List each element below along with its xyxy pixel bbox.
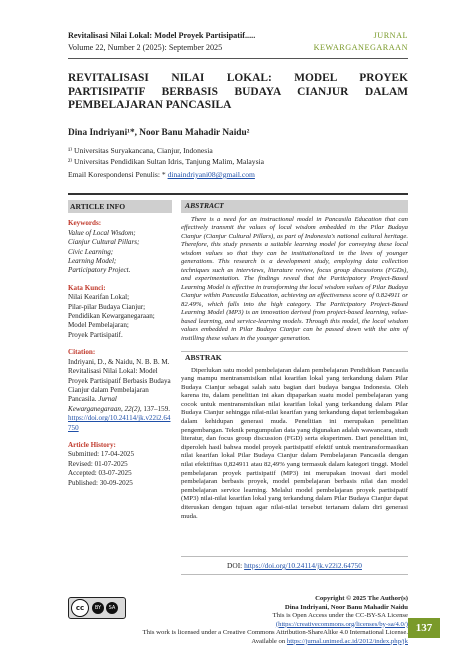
article-info-panel (68, 200, 172, 488)
email-label: Email Korespondensi Penulis: * (68, 170, 168, 179)
abstract-text: There is a need for an instructional model in Pancasila Education that can effectively transmit the values of local wisdom embedded in the Pilar Budaya Cianjur (Cianjur Cultural Pillars), as part of Indonesia's national cultural heritage. Therefore, this study presents a suitable learning model for conveying these local wisdom values so that they can be institutionalized in the lives of younger generations. This research is a development study, employing data collection techniques such as interviews, literature review, focus group discussions (FGDs), and experimentation. The findings reveal that the Participatory Project-Based Learning Model is effective in transforming the local wisdom values of Pilar Budaya Cianjur within Pancasila Education, achieving an effectiveness score of 0.824911 or 82.49%, which falls into the high category. The Participatory Project-Based Learning Model (MP3) is an innovation derived from project-based learning, value-based learning, and service-learning models. Through this model, the local wisdom values embedded in Pilar Budaya Cianjur can be passed down with the aim of instilling these values in the younger generation. (181, 215, 408, 342)
citation-heading: Citation: (68, 348, 96, 357)
keyword-item: Cianjur Cultural Pillars; (68, 238, 140, 247)
affiliation-2: ²⁾ Universitas Pendidikan Sultan Idris, Tanjung Malim, Malaysia (68, 156, 265, 166)
kata-kunci-item: Pilar-pilar Budaya Cianjur; (68, 302, 146, 311)
kata-kunci-item: Model Pembelajaran; (68, 321, 129, 330)
history-item: Published: 30-09-2025 (68, 478, 133, 487)
history-heading: Article History: (68, 440, 116, 449)
citation-journal: Jurnal Kewarganegaraan, 22(2), (68, 395, 142, 413)
running-header (68, 30, 255, 54)
keyword-item: Value of Local Wisdom; (68, 228, 136, 237)
by-icon: BY (92, 602, 104, 614)
journal-name-line-2: KEWARGANEGARAAN (313, 43, 408, 52)
author-list: Dina Indriyani¹*, Noor Banu Mahadir Naidu² (68, 128, 250, 138)
keyword-item: Civic Learning; (68, 247, 114, 256)
keyword-item: Learning Model; (68, 257, 117, 266)
citation-pages: 137–159. (141, 404, 171, 413)
license-note: This work is licensed under a Creative Commons Attribution-ShareAlike 4.0 International License. (142, 629, 408, 636)
sa-icon: SA (106, 602, 118, 614)
journal-name-line-1: JURNAL (373, 31, 408, 40)
kata-kunci-item: Nilai Kearifan Lokal; (68, 293, 130, 302)
email-link[interactable]: dinaindriyani08@gmail.com (167, 170, 255, 179)
cc-icon: cc (71, 599, 89, 617)
section-divider (68, 193, 408, 195)
citation-text (68, 358, 172, 433)
keyword-item: Participatory Project. (68, 266, 131, 275)
history-item: Revised: 01-07-2025 (68, 459, 128, 468)
available-label: Available on (251, 637, 287, 645)
kata-kunci-heading: Kata Kunci: (68, 283, 106, 292)
affiliations (68, 146, 264, 167)
citation-doi-link[interactable]: https://doi.org/10.24114/jk.v22i2.64750 (68, 414, 171, 432)
kata-kunci-item: Pendidikan Kewarganegaraan; (68, 312, 155, 321)
journal-name (314, 30, 408, 54)
affiliation-1: ¹⁾ Universitas Suryakancana, Cianjur, Indonesia (68, 146, 213, 155)
history-item: Accepted: 03-07-2025 (68, 469, 132, 478)
license-footer (88, 595, 408, 646)
open-access-line: This is Open Access under the CC-BY-SA License (272, 612, 408, 619)
history-item: Submitted: 17-04-2025 (68, 450, 135, 459)
header-divider (68, 58, 408, 59)
license-url[interactable]: (https://creativecommons.org/licenses/by-sa/4.0/) (275, 620, 408, 628)
footer-authors: Dina Indriyani, Noor Banu Mahadir Naidu (284, 603, 408, 611)
paper-title: REVITALISASI NILAI LOKAL: MODEL PROYEK PARTISIPATIF BERBASIS BUDAYA CIANJUR DALAM PEMBELAJARAN PANCASILA (68, 72, 408, 111)
doi-label: DOI: (227, 561, 245, 570)
available-line (88, 638, 408, 647)
doi-line (181, 556, 408, 575)
keywords-heading: Keywords: (68, 219, 102, 228)
abstrak-text: Diperlukan satu model pembelajaran dalam pembelajaran Pendidikan Pancasila yang mampu mentransmisikan nilai kearifan lokal yang terkandung dalam Pilar Budaya Cianjur sebagai salah satu bagian dari budaya bangsa Indonesia. Oleh karena itu, dalam penelitian ini akan dipaparkan suatu model pembelajaran yang cocok untuk mentransmisikan nilai kearifan lokal yang terkandung dalam Pilar Budaya Cianjur sehingga nilai-nilai kearifan yang terkandung dapat terlembagakan dalam kehidupan generasi muda. Penelitian ini merupakan penelitian pengembangan. Teknik pengumpulan data yang digunakan adalah wawancara, studi literatur, dan focus group discussion (FGD) serta eksperimen. Dari penelitian ini, diperoleh hasil bahwa model proyek partisipatif efektif untuk mentransformasikan nilai kearifan lokal Pilar Budaya Cianjur dalam Pembelajaran Pancasila dengan nilai efektifitas 0,824911 atau 82,49% yang termasuk dalam kategori tinggi. Model pembelajaran proyek partisipatif (MP3) ini merupakan inovasi dari model pembelajaran berbasis proyek, model pembelajaran berbasis nilai dan model pembelajaran service learning. Melalui model pembelajaran proyek partisipatif (MP3) nilai-nilai kearifan lokal yang terkandung dalam Pilar Budaya Cianjur dapat diteruskan dengan tujuan agar nilai-nilai tersebut tertanam dalam diri generasi muda. (181, 366, 408, 520)
page-number: 137 (408, 618, 440, 638)
corresponding-email (68, 170, 255, 179)
abstract-panel (181, 200, 408, 521)
citation-body: Indriyani, D., & Naidu, N. B. B. M. Revitalisasi Nilai Lokal: Model Proyek Partisipatif Berbasis Budaya Cianjur dalam Pembelajaran Pancasila. (68, 357, 171, 404)
copyright-line: Copyright © 2025 The Author(s) (315, 595, 408, 602)
abstrak-heading: ABSTRAK (181, 351, 408, 365)
running-title: Revitalisasi Nilai Lokal: Model Proyek Partisipatif..... (68, 31, 256, 40)
volume-info: Volume 22, Number 2 (2025): September 2025 (68, 43, 223, 52)
abstract-heading: ABSTRACT (181, 200, 408, 213)
kata-kunci-item: Proyek Partisipatif. (68, 330, 123, 339)
article-info-heading: ARTICLE INFO (68, 200, 172, 213)
journal-url[interactable]: https://jurnal.unimed.ac.id/2012/index.php/jk (286, 637, 408, 645)
doi-link[interactable]: https://doi.org/10.24114/jk.v22i2.64750 (244, 561, 362, 570)
